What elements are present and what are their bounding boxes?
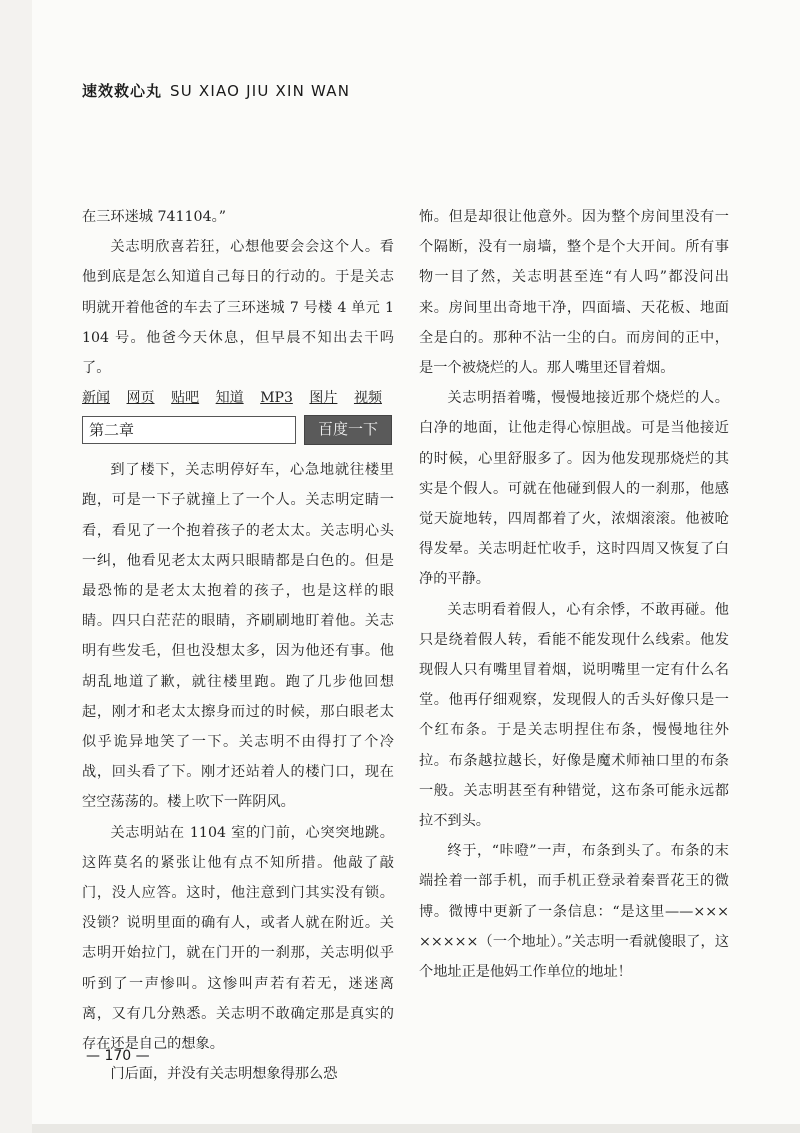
paragraph: 关志明欣喜若狂，心想他要会会这个人。看他到底是怎么知道自己每日的行动的。于是关志明就开着他爸的车去了三环迷城 7 号楼 4 单元 1104 号。他爸今天休息，但早晨不知出去干吗了。 bbox=[82, 239, 394, 377]
left-text-column bbox=[82, 202, 394, 1089]
search-link-web[interactable]: 网页 bbox=[126, 390, 155, 407]
running-head-title-cn: 速效救心丸 bbox=[82, 82, 163, 100]
paragraph: 关志明看着假人，心有余悸，不敢再碰。他只是绕着假人转，看能不能发现什么线索。他发现假人只有嘴里冒着烟，说明嘴里一定有什么名堂。他再仔细观察，发现假人的舌头好像只是一个红布条。于是关志明捏住布条，慢慢地往外拉。布条越拉越长，好像是魔术师袖口里的布条一般。关志明甚至有种错觉，这布条可能永远都拉不到头。 bbox=[419, 601, 729, 830]
search-link-video[interactable]: 视频 bbox=[353, 390, 382, 407]
paragraph: 在三环迷城 741104。” bbox=[82, 209, 226, 225]
search-category-links bbox=[82, 387, 382, 409]
right-text-column bbox=[419, 202, 729, 987]
search-link-images[interactable]: 图片 bbox=[309, 390, 338, 407]
search-button[interactable]: 百度一下 bbox=[304, 415, 392, 445]
search-bar bbox=[82, 415, 394, 445]
paragraph: 关志明站在 1104 室的门前，心突突地跳。这阵莫名的紧张让他有点不知所措。他敲了敲门，没人应答。这时，他注意到门其实没有锁。没锁？说明里面的确有人，或者人就在附近。关志明开始拉门，就在门开的一刹那，关志明似乎听到了一声惨叫。这惨叫声若有若无，迷迷离离，又有几分熟悉。关志明不敢确定那是真实的存在还是自己的想象。 bbox=[82, 824, 394, 1053]
page-bottom-edge bbox=[32, 1124, 800, 1133]
paragraph: 关志明捂着嘴，慢慢地接近那个烧烂的人。白净的地面，让他走得心惊胆战。可是当他接近的时候，心里舒服多了。因为他发现那烧烂的其实是个假人。可就在他碰到假人的一刹那，他感觉天旋地转，四周都着了火，浓烟滚滚。他被呛得发晕。关志明赶忙收手，这时四周又恢复了白净的平静。 bbox=[419, 390, 729, 588]
search-link-tieba[interactable]: 贴吧 bbox=[171, 390, 200, 407]
paragraph: 门后面，并没有关志明想象得那么恐 bbox=[110, 1066, 338, 1083]
running-head-title-latin: SU XIAO JIU XIN WAN bbox=[170, 82, 351, 100]
search-link-zhidao[interactable]: 知道 bbox=[215, 390, 244, 407]
search-link-news[interactable]: 新闻 bbox=[82, 390, 110, 407]
paragraph: 怖。但是却很让他意外。因为整个房间里没有一个隔断，没有一扇墙，整个是个大开间。所有事物一目了然，关志明甚至连“有人吗”都没问出来。房间里出奇地干净，四面墙、天花板、地面全是白的。那种不沾一尘的白。而房间的正中，是一个被烧烂的人。那人嘴里还冒着烟。 bbox=[419, 209, 729, 377]
running-head bbox=[82, 80, 350, 101]
page-number: — 170 — bbox=[86, 1048, 150, 1064]
search-link-mp3[interactable]: MP3 bbox=[260, 390, 293, 407]
paragraph: 终于，“咔噔”一声，布条到头了。布条的末端拴着一部手机，而手机正登录着秦晋花王的微博。微博中更新了一条信息：“是这里——××××××××（一个地址）。”关志明一看就傻眼了，这个地址正是他妈工作单位的地址！ bbox=[419, 843, 729, 981]
search-input[interactable]: 第二章 bbox=[82, 416, 296, 444]
paragraph: 到了楼下，关志明停好车，心急地就往楼里跑，可是一下子就撞上了一个人。关志明定睛一看，看见了一个抱着孩子的老太太。关志明心头一纠，他看见老太太两只眼睛都是白色的。但是最恐怖的是老太太抱着的孩子，也是这样的眼睛。四只白茫茫的眼睛，齐刷刷地盯着他。关志明有些发毛，但也没想太多，因为他还有事。他胡乱地道了歉，就往楼里跑。跑了几步他回想起，刚才和老太太擦身而过的时候，那白眼老太似乎诡异地笑了一下。关志明不由得打了个冷战，回头看了下。刚才还站着人的楼门口，现在空空荡荡的。楼上吹下一阵阴风。 bbox=[82, 462, 394, 811]
